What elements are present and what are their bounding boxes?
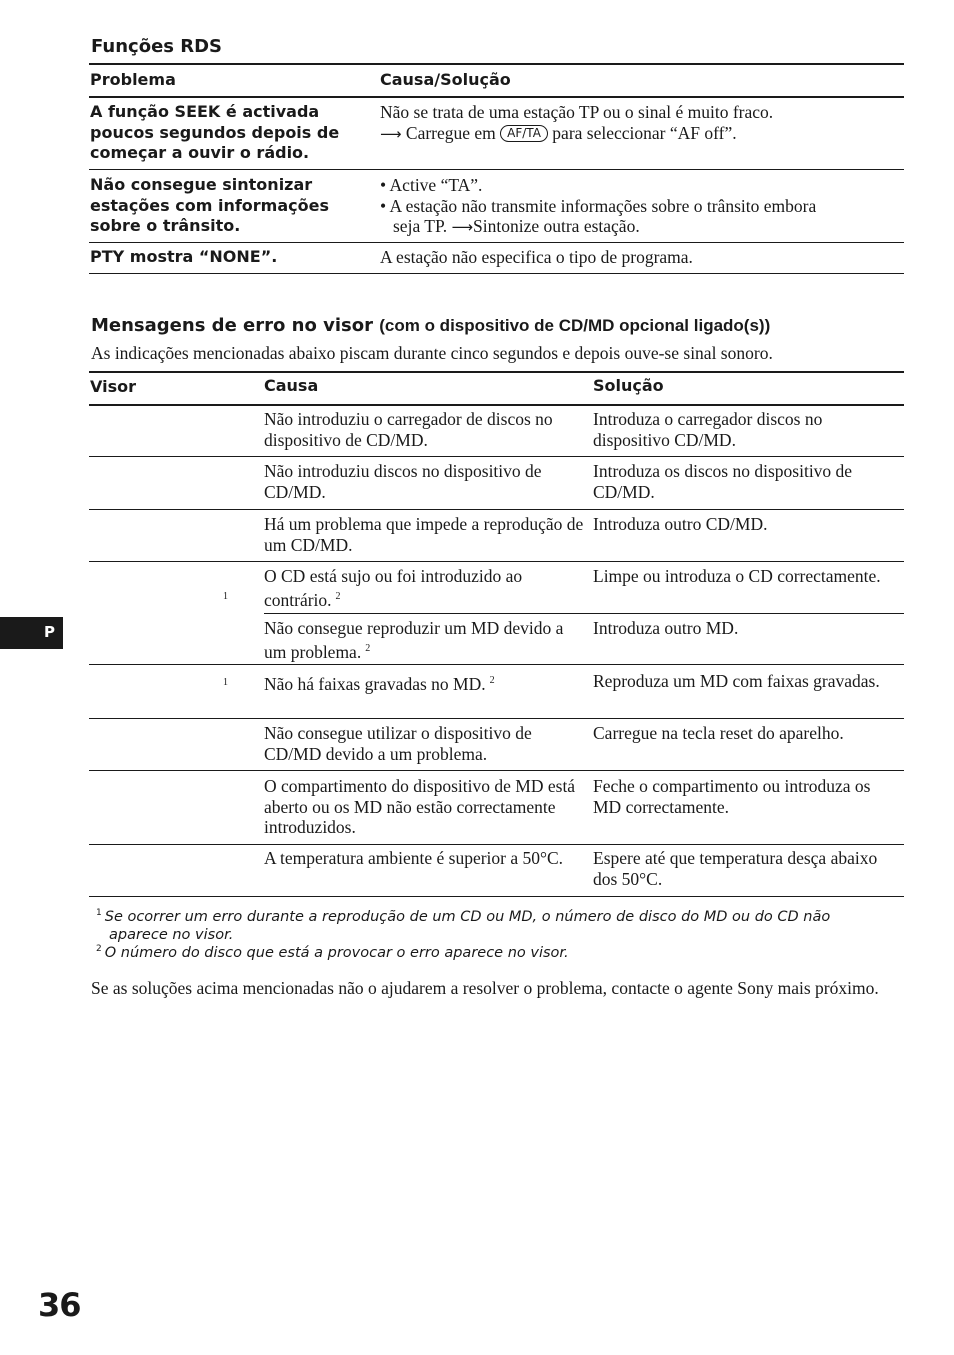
error-row5-solution: Introduza outro MD. (593, 618, 739, 638)
errors-table-top-rule (89, 371, 904, 373)
error-row6-solution: Reproduza um MD com faixas gravadas. (593, 671, 880, 691)
rds-row3-cause: A estação não especifica o tipo de programa. (380, 247, 693, 267)
errors-header-visor: Visor (90, 377, 136, 396)
error-row4-cause: O CD está sujo ou foi introduzido ao contrário. $^2$ (264, 566, 523, 610)
rds-row1-cause-line2 (380, 123, 900, 145)
rds-row2-bullet1: • Active “TA”. (380, 175, 483, 195)
rds-row2-cause (380, 175, 900, 238)
visor-footnote-mark: 1 (223, 591, 228, 602)
rds-row-divider (89, 242, 904, 243)
rds-row3-problem: PTY mostra “NONE”. (90, 247, 278, 266)
error-row2-solution: Introduza os discos no dispositivo de CD/MD. (593, 461, 853, 502)
errors-row-divider (89, 456, 904, 457)
errors-header-cause: Causa (264, 376, 319, 395)
errors-row-divider (89, 718, 904, 719)
rds-row2-bullet2: • A estação não transmite informações sobre o trânsito embora (380, 195, 817, 216)
error-row3-cause: Há um problema que impede a reprodução de um CD/MD. (264, 514, 584, 555)
errors-row-divider (89, 770, 904, 771)
rds-table-bottom-rule (89, 273, 904, 274)
errors-row-divider (89, 509, 904, 510)
error-row7-cause: Não consegue utilizar o dispositivo de CD/MD devido a um problema. (264, 723, 532, 764)
rds-row1-cause-post: para seleccionar “AF off”. (552, 122, 737, 143)
error-row2-cause: Não introduziu discos no dispositivo de CD/MD. (264, 461, 542, 502)
rds-header-rule (89, 96, 904, 98)
visor-footnote-mark: 1 (223, 677, 228, 688)
arrow-right-icon: ⟶ (380, 124, 402, 143)
error-row5-cause: Não consegue reproduzir um MD devido a um problema. $^2$ (264, 618, 564, 662)
rds-row2-problem: Não consegue sintonizar estações com informações sobre o trânsito. (90, 175, 329, 235)
error-row6-cause: Não há faixas gravadas no MD. $^2$ (264, 674, 495, 694)
af-ta-key: AF/TA (500, 125, 548, 142)
closing-paragraph: Se as soluções acima mencionadas não o ajudarem a resolver o problema, contacte o agente Sony mais próximo. (91, 978, 879, 998)
rds-section-title: Funções RDS (91, 36, 223, 57)
errors-row-divider (89, 844, 904, 845)
error-row1-cause: Não introduziu o carregador de discos no dispositivo de CD/MD. (264, 409, 553, 450)
errors-subrow-divider (264, 613, 904, 614)
rds-table-top-rule (89, 63, 904, 65)
footnote-mark-2: 2 (335, 590, 341, 602)
error-row1-solution: Introduza o carregador discos no dispositivo CD/MD. (593, 409, 823, 450)
footnote-mark-2: 2 (489, 675, 495, 686)
rds-row2-bullet2-cont: seja TP. ⟶Sintonize outra estação. (393, 216, 640, 236)
rds-row1-cause-pre: Carregue em (405, 122, 496, 143)
errors-row-divider (89, 664, 904, 665)
error-row4-solution: Limpe ou introduza o CD correctamente. (593, 566, 881, 586)
rds-header-cause: Causa/Solução (380, 70, 511, 89)
arrow-right-icon: ⟶ (451, 218, 474, 236)
error-row8-solution: Feche o compartimento ou introduza os MD correctamente. (593, 776, 871, 817)
footnote-1: $^1$ Se ocorrer um erro durante a reprodução de um CD ou MD, o número de disco do MD ou do CD não aparece no visor. (96, 908, 831, 943)
rds-row1-problem: A função SEEK é activada poucos segundos depois de começar a ouvir o rádio. (90, 102, 340, 162)
error-row3-solution: Introduza outro CD/MD. (593, 514, 768, 534)
error-row9-solution: Espere até que temperatura desça abaixo dos 50°C. (593, 848, 878, 889)
errors-table-bottom-rule (89, 896, 904, 897)
errors-header-rule (89, 404, 904, 406)
error-row7-solution: Carregue na tecla reset do aparelho. (593, 723, 844, 743)
rds-header-problem: Problema (90, 70, 176, 89)
rds-row1-cause-line1: Não se trata de uma estação TP ou o sinal é muito fraco. (380, 102, 774, 122)
errors-section-title: Mensagens de erro no visor (com o dispositivo de CD/MD opcional ligado(s)) (91, 315, 771, 336)
errors-intro: As indicações mencionadas abaixo piscam durante cinco segundos e depois ouve-se sinal sonoro. (91, 343, 773, 363)
errors-section-subtitle: (com o dispositivo de CD/MD opcional ligado(s)) (379, 316, 771, 335)
error-row8-cause: O compartimento do dispositivo de MD está aberto ou os MD não estão correctamente introduzidos. (264, 776, 576, 837)
footnote-mark-2: 2 (365, 642, 371, 654)
page-number: 36 (38, 1286, 81, 1324)
language-side-tab: P (0, 617, 63, 649)
errors-header-solution: Solução (593, 376, 664, 395)
rds-row-divider (89, 169, 904, 170)
errors-row-divider (89, 561, 904, 562)
rds-row1-cause (380, 102, 900, 144)
footnote-2: $^2$ O número do disco que está a provocar o erro aparece no visor. (96, 944, 569, 961)
error-row9-cause: A temperatura ambiente é superior a 50°C. (264, 848, 564, 868)
